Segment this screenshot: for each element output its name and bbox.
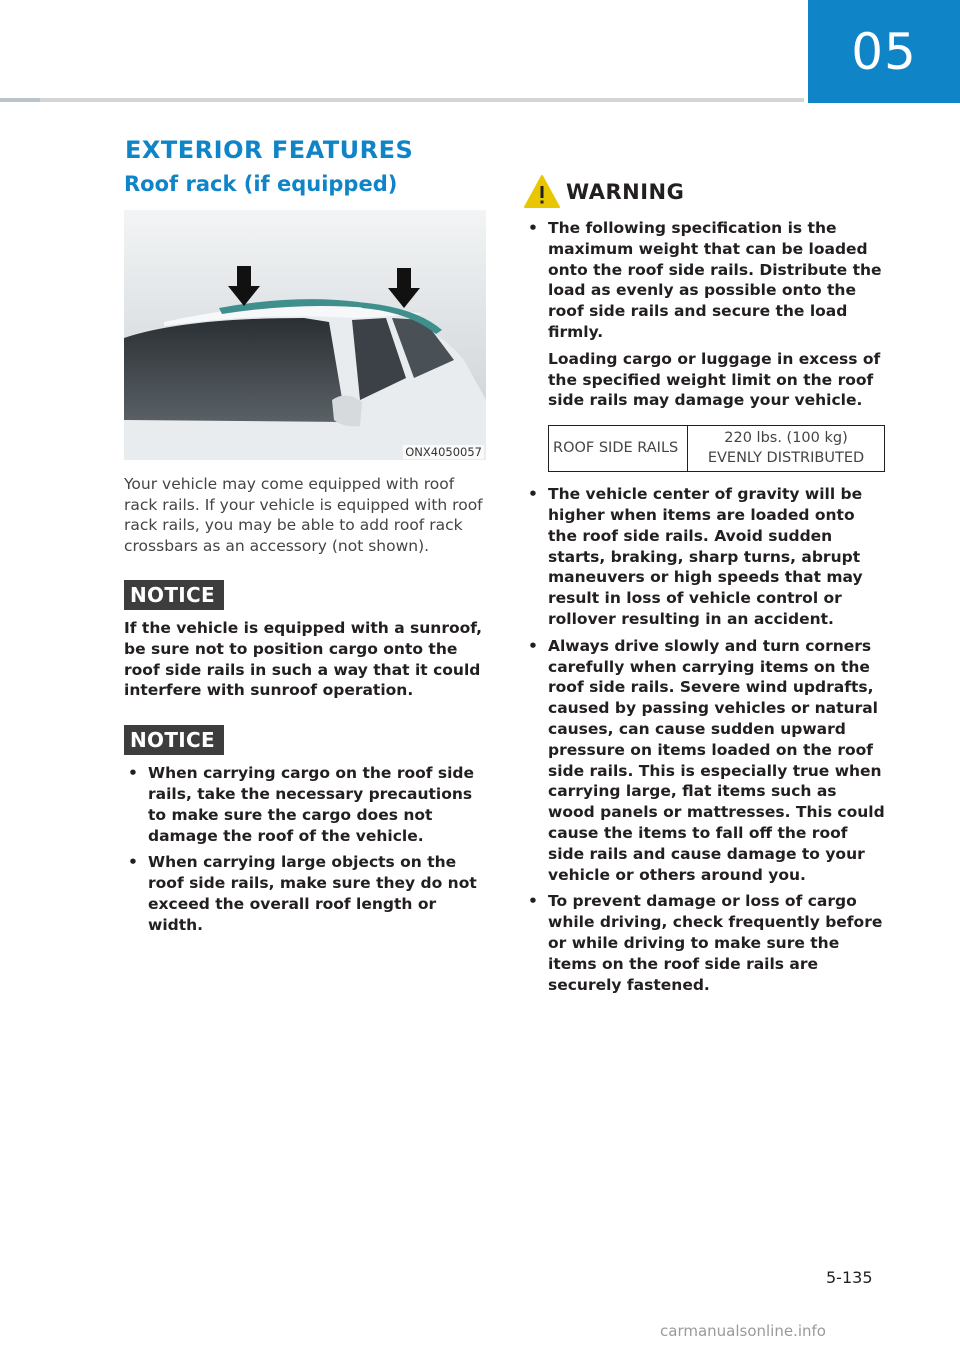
spec-key: ROOF SIDE RAILS — [549, 426, 688, 472]
spec-value-line1: 220 lbs. (100 kg) — [724, 430, 848, 447]
warning-triangle-icon — [522, 172, 562, 212]
warning-item-1-text: The following specification is the maximum weight that can be loaded onto the roof side rails. Distribute the load as evenly as possible onto the roof side rails and secure the load firmly. — [548, 219, 882, 341]
page-number: 5-135 — [826, 1268, 873, 1287]
notice-2-list — [124, 763, 488, 935]
warning-list-continued — [524, 484, 886, 995]
header-rule — [0, 98, 804, 102]
left-column — [124, 172, 488, 942]
warning-header — [522, 172, 886, 212]
table-row — [549, 426, 885, 472]
section-title: EXTERIOR FEATURES — [125, 136, 414, 164]
spec-value-line2: EVENLY DISTRIBUTED — [707, 449, 865, 466]
roof-rack-illustration — [124, 210, 486, 460]
list-item: • To prevent damage or loss of cargo while driving, check frequently before or while driving to make sure the items on the roof side rails are securely fastened. — [524, 891, 886, 995]
spec-table — [548, 425, 885, 472]
list-item: • When carrying large objects on the roof side rails, make sure they do not exceed the overall roof length or width. — [124, 852, 488, 935]
warning-label: WARNING — [566, 180, 685, 204]
watermark: carmanualsonline.info — [660, 1322, 826, 1340]
notice-badge-2: NOTICE — [124, 725, 224, 755]
intro-paragraph: Your vehicle may come equipped with roof rack rails. If your vehicle is equipped with roof rack rails, you may be able to add roof rack crossbars as an accessory (not shown). — [124, 475, 483, 555]
notice-1-text: If the vehicle is equipped with a sunroof, be sure not to position cargo onto the roof side rails in such a way that it could interfere with sunroof operation. — [124, 619, 483, 700]
list-item: • Always drive slowly and turn corners carefully when carrying items on the roof side rails. Severe wind updrafts, caused by passing vehicles or natural causes, can cause sudden upward pressure on items loaded on the roof side rails. This is especially true when carrying large, flat items such as wood panels or mattresses. This could cause the items to fall off the roof side rails and cause damage to your vehicle or others around you. — [524, 636, 886, 886]
figure-code: ONX4050057 — [405, 445, 482, 459]
list-item — [524, 218, 886, 343]
header-rule-accent — [0, 98, 40, 102]
chapter-tab: 05 — [808, 0, 960, 103]
notice-badge-1: NOTICE — [124, 580, 224, 610]
list-item: • The vehicle center of gravity will be higher when items are loaded onto the roof side rails. Avoid sudden starts, braking, sharp turns, abrupt maneuvers or high speeds that may result in loss of vehicle control or rollover resulting in an accident. — [524, 484, 886, 630]
warning-list — [524, 218, 886, 343]
roof-rack-figure — [124, 210, 486, 460]
spec-value — [688, 426, 885, 472]
warning-item-1-sub: Loading cargo or luggage in excess of the specified weight limit on the roof side rails may damage your vehicle. — [548, 349, 881, 410]
right-column — [524, 172, 886, 1001]
subsection-title: Roof rack (if equipped) — [124, 172, 398, 196]
list-item: • When carrying cargo on the roof side rails, take the necessary precautions to make sure the cargo does not damage the roof of the vehicle. — [124, 763, 488, 846]
